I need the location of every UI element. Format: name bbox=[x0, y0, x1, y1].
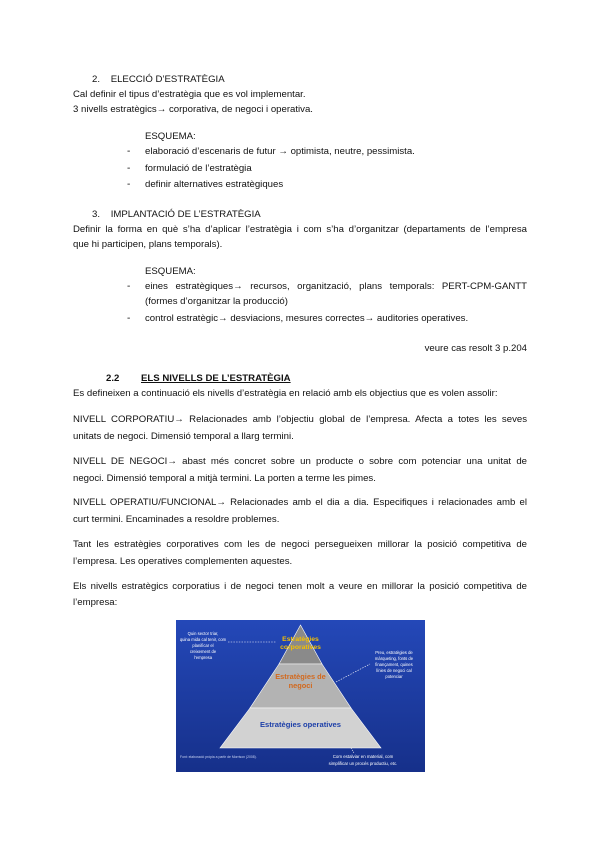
section2-heading bbox=[92, 74, 225, 86]
section3-title: IMPLANTACIÓ DE L’ESTRATÈGIA bbox=[110, 209, 261, 220]
right-note-line-3: finançament, quines bbox=[375, 662, 413, 667]
bullet-dash: - bbox=[127, 281, 131, 292]
section3-schema-label: ESQUEMA: bbox=[145, 266, 196, 277]
section2-bullet-2: formulació de l’estratègia bbox=[145, 163, 252, 174]
section2-bullet-1: elaboració d’escenaris de futur → optimista, neutre, pessimista. bbox=[145, 146, 415, 157]
top-level-label-1: Estratègies bbox=[282, 636, 319, 643]
section3-line2: que hi participen, plans temporals). bbox=[73, 239, 223, 250]
paragraph-1-line2: l’empresa. Les operatives complementen aquestes. bbox=[73, 556, 293, 567]
right-note-line-1: Preu, estratègies de bbox=[375, 650, 413, 655]
left-note-line-3: planificar el bbox=[192, 643, 214, 648]
middle-level-label-1: Estratègies de bbox=[275, 672, 326, 681]
right-note-line-4: línies de negoci cal bbox=[376, 668, 412, 673]
bullet-dash: - bbox=[127, 146, 131, 157]
section2-title: ELECCIÓ D’ESTRATÈGIA bbox=[110, 74, 225, 85]
business-level-line2: negoci. Dimensió temporal a mitjà termini. La porten a terme les pimes. bbox=[73, 473, 376, 484]
bullet-dash: - bbox=[127, 313, 131, 324]
section2-bullet-3: definir alternatives estratègiques bbox=[145, 179, 284, 190]
left-note-line-1: Quin sector triar, bbox=[187, 631, 219, 636]
left-note-line-5: l’empresa bbox=[193, 655, 213, 660]
section3-heading bbox=[92, 209, 261, 221]
right-note-line-2: màrqueting, fonts de bbox=[374, 656, 414, 661]
right-note-line-5: potenciar bbox=[385, 674, 403, 679]
operative-level-line2: curt termini. Encaminades a resoldre problemes. bbox=[73, 514, 280, 525]
left-note-line-4: creixement de bbox=[189, 649, 217, 654]
section3-line1: Definir la forma en què s’ha d’aplicar l’estratègia i com s’ha d’organitzar (departaments de l’empresa bbox=[73, 224, 527, 235]
paragraph-1-line1: Tant les estratègies corporatives com les de negoci persegueixen millorar la posició competitiva de bbox=[73, 539, 527, 550]
section3-bullet-1-line1: eines estratègiques→ recursos, organització, plans temporals: PERT-CPM-GANTT bbox=[145, 281, 527, 292]
top-level-label-2: corporatives bbox=[280, 644, 321, 651]
section22-number: 2.2 bbox=[106, 373, 120, 384]
section22-title: ELS NIVELLS DE L’ESTRATÈGIA bbox=[141, 373, 291, 384]
case-reference: veure cas resolt 3 p.204 bbox=[424, 343, 527, 354]
section2-schema-label: ESQUEMA: bbox=[145, 131, 196, 142]
section2-line1: Cal definir el tipus d’estratègia que es vol implementar. bbox=[73, 89, 306, 100]
corporate-level-line2: unitats de negoci. Dimensió temporal a llarg termini. bbox=[73, 431, 294, 442]
strategy-pyramid-figure bbox=[176, 620, 425, 772]
bullet-dash: - bbox=[127, 179, 131, 190]
left-note-line-2: quina mida cal tenir, com bbox=[179, 637, 227, 642]
paragraph-2-line1: Els nivells estratègics corporatius i de negoci tenen molt a veure en millorar la posició competitiva de bbox=[73, 581, 527, 592]
section3-number: 3. bbox=[92, 209, 101, 220]
section2-number: 2. bbox=[92, 74, 101, 85]
bottom-note-line-1: Com estalviar en material, com bbox=[332, 754, 394, 759]
bottom-level-label: Estratègies operatives bbox=[259, 720, 342, 729]
business-level-line1: NIVELL DE NEGOCI→ abast més concret sobre un producte o sobre com potenciar una unitat de bbox=[73, 456, 527, 467]
bottom-note-line-2: simplificar un procés productiu, etc. bbox=[328, 761, 398, 766]
section2-line2: 3 nivells estratègics→ corporativa, de negoci i operativa. bbox=[73, 104, 313, 115]
operative-level-line1: NIVELL OPERATIU/FUNCIONAL→ Relacionades amb el dia a dia. Especifiques i relacionades amb el bbox=[73, 497, 527, 508]
figure-source-note: Font: elaboració pròpia a partir de Morrison (2008). bbox=[180, 755, 257, 759]
section22-intro: Es defineixen a continuació els nivells d’estratègia en relació amb els objectius que es volen assolir: bbox=[73, 388, 498, 399]
corporate-level-line1: NIVELL CORPORATIU→ Relacionades amb l’objectiu global de l’empresa. Afecta a totes les seves bbox=[73, 414, 527, 425]
section3-bullet-2: control estratègic→ desviacions, mesures correctes→ auditories operatives. bbox=[145, 313, 469, 324]
paragraph-2-line2: l’empresa: bbox=[73, 597, 118, 608]
bullet-dash: - bbox=[127, 163, 131, 174]
middle-level-label-2: negoci bbox=[288, 681, 313, 690]
section3-bullet-1-line2: (formes d’organitzar la producció) bbox=[145, 296, 288, 307]
